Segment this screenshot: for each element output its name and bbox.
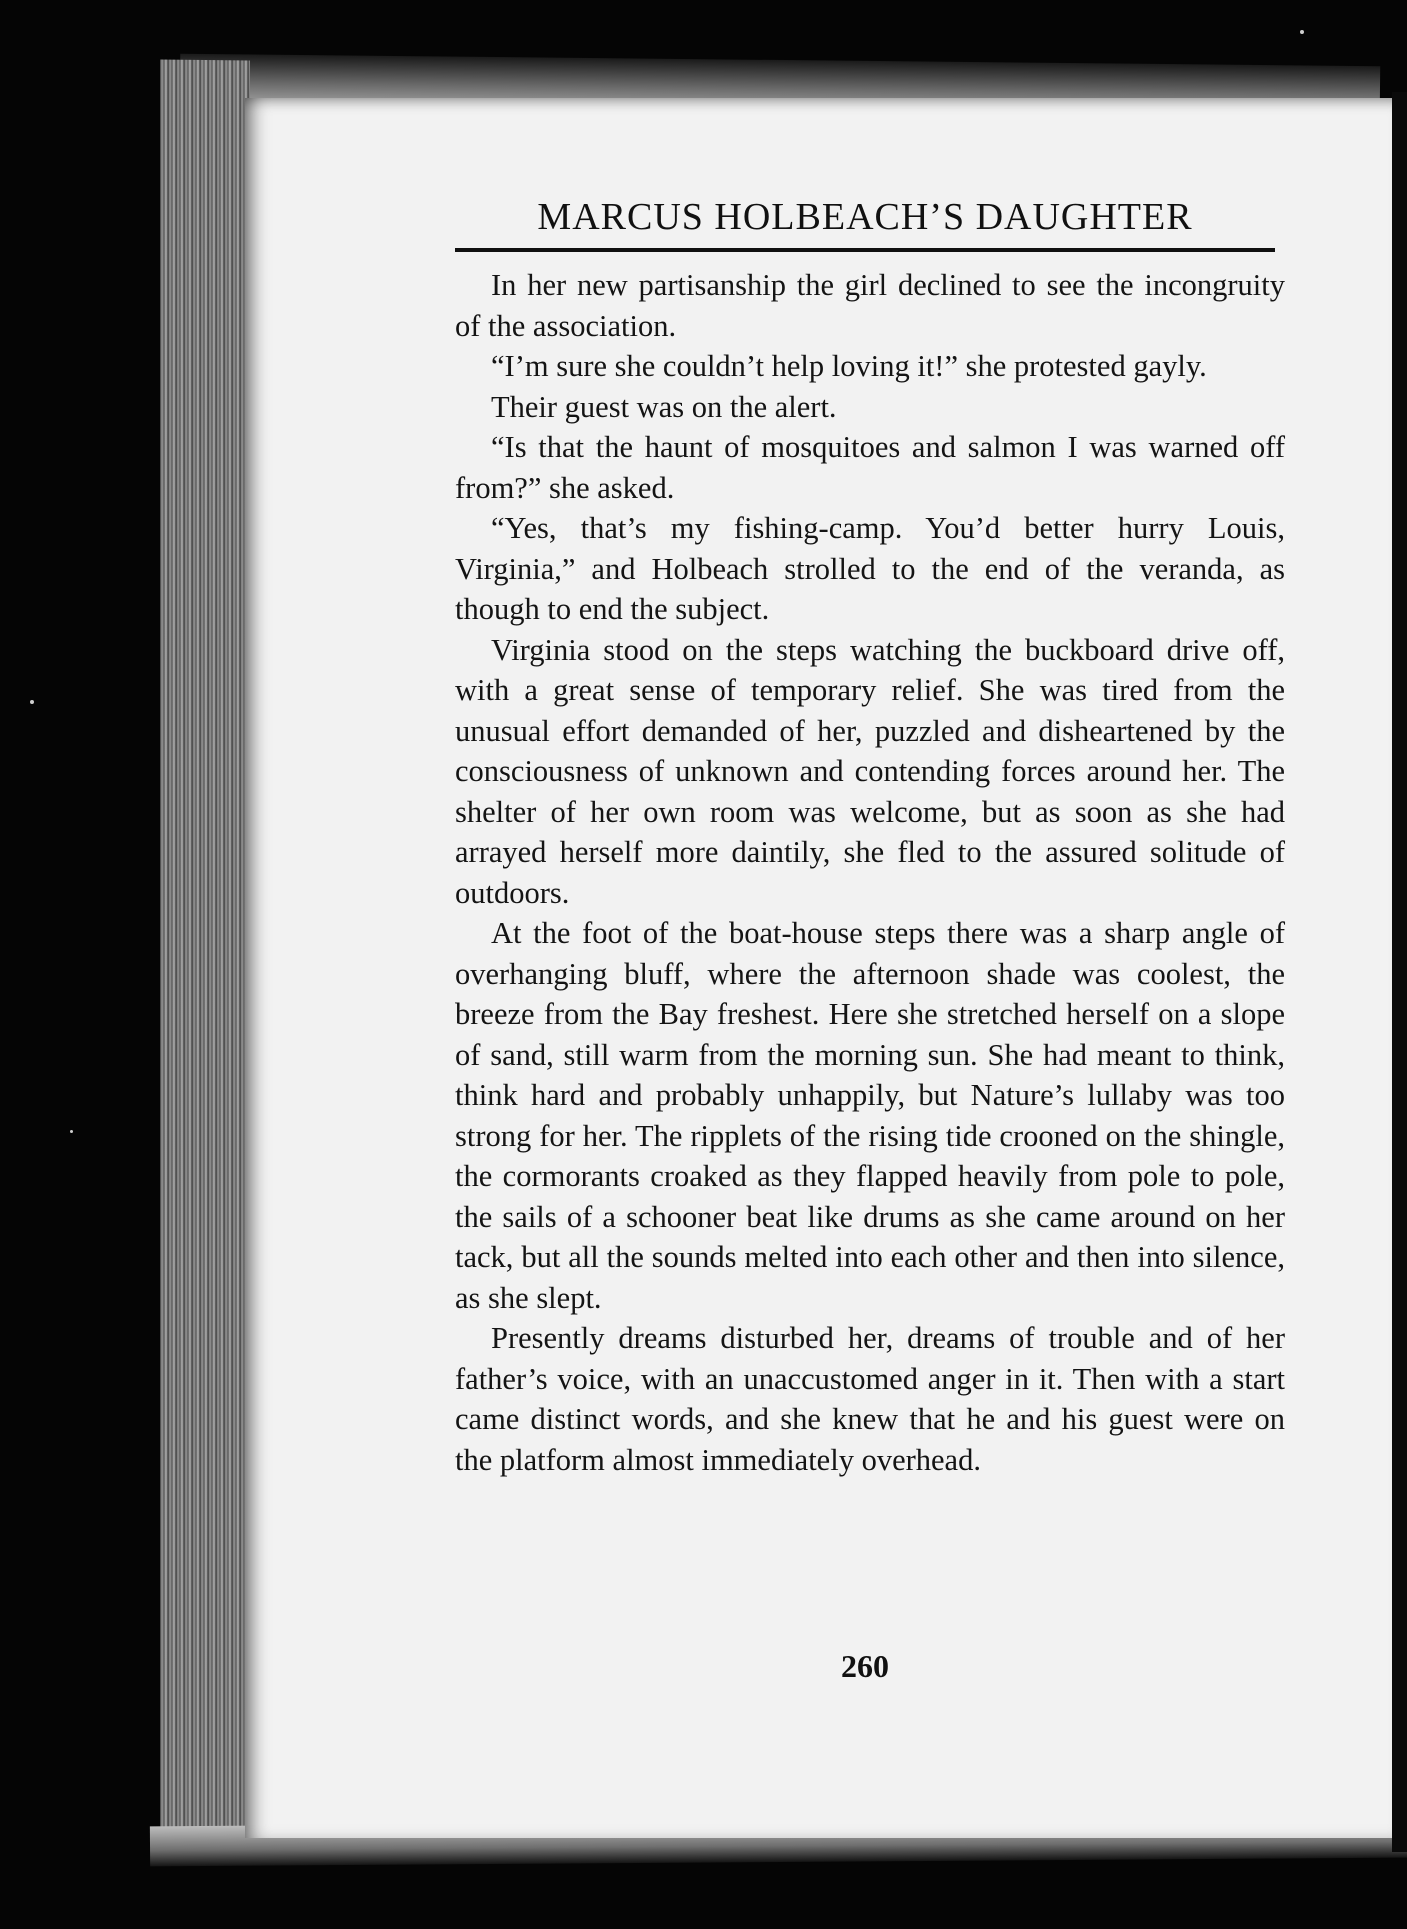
- page-gutter-shadow: [1392, 92, 1407, 1852]
- running-head: MARCUS HOLBEACH’S DAUGHTER: [537, 196, 1193, 238]
- dust-speck: [70, 1130, 73, 1133]
- paragraph: “Yes, that’s my fishing-camp. You’d better hurry Louis, Virginia,” and Holbeach strolled to the end of the veranda, as though to end the subject.: [455, 511, 1285, 626]
- book-page-edges: [160, 60, 250, 1861]
- paragraph: “I’m sure she couldn’t help loving it!” she protested gayly.: [491, 349, 1207, 383]
- page-number: 260: [841, 1648, 889, 1684]
- paragraph: Presently dreams disturbed her, dreams of trouble and of her father’s voice, with an unaccustomed anger in it. Then with a start came distinct words, and she knew that he and his guest were on the platform almost immediately overhead.: [455, 1321, 1285, 1477]
- paragraph: Virginia stood on the steps watching the buckboard drive off, with a great sense of temporary relief. She was tired from the unusual effort demanded of her, puzzled and disheartened by the consciousness of unknown and contending forces around her. The shelter of her own room was welcome, but as soon as she had arrayed herself more daintily, she fled to the assured solitude of outdoors.: [455, 632, 1285, 910]
- dust-speck: [30, 700, 34, 704]
- body-text: [455, 265, 1285, 1480]
- paragraph: Their guest was on the alert.: [491, 389, 837, 424]
- header-rule: [455, 248, 1275, 252]
- paragraph: “Is that the haunt of mosquitoes and salmon I was warned off from?” she asked.: [455, 430, 1285, 505]
- paragraph: In her new partisanship the girl declined to see the incongruity of the association.: [455, 268, 1285, 343]
- paragraph: At the foot of the boat-house steps there was a sharp angle of overhanging bluff, where the afternoon shade was coolest, the breeze from the Bay freshest. Here she stretched herself on a slope of sand, still warm from the morning sun. She had meant to think, think hard and probably unhappily, but Nature’s lullaby was too strong for her. The ripplets of the rising tide crooned on the shingle, the cormorants croaked as they flapped heavily from pole to pole, the sails of a schooner beat like drums as she came around on her tack, but all the sounds melted into each other and then into silence, as she slept.: [455, 916, 1285, 1315]
- dust-speck: [1300, 30, 1304, 34]
